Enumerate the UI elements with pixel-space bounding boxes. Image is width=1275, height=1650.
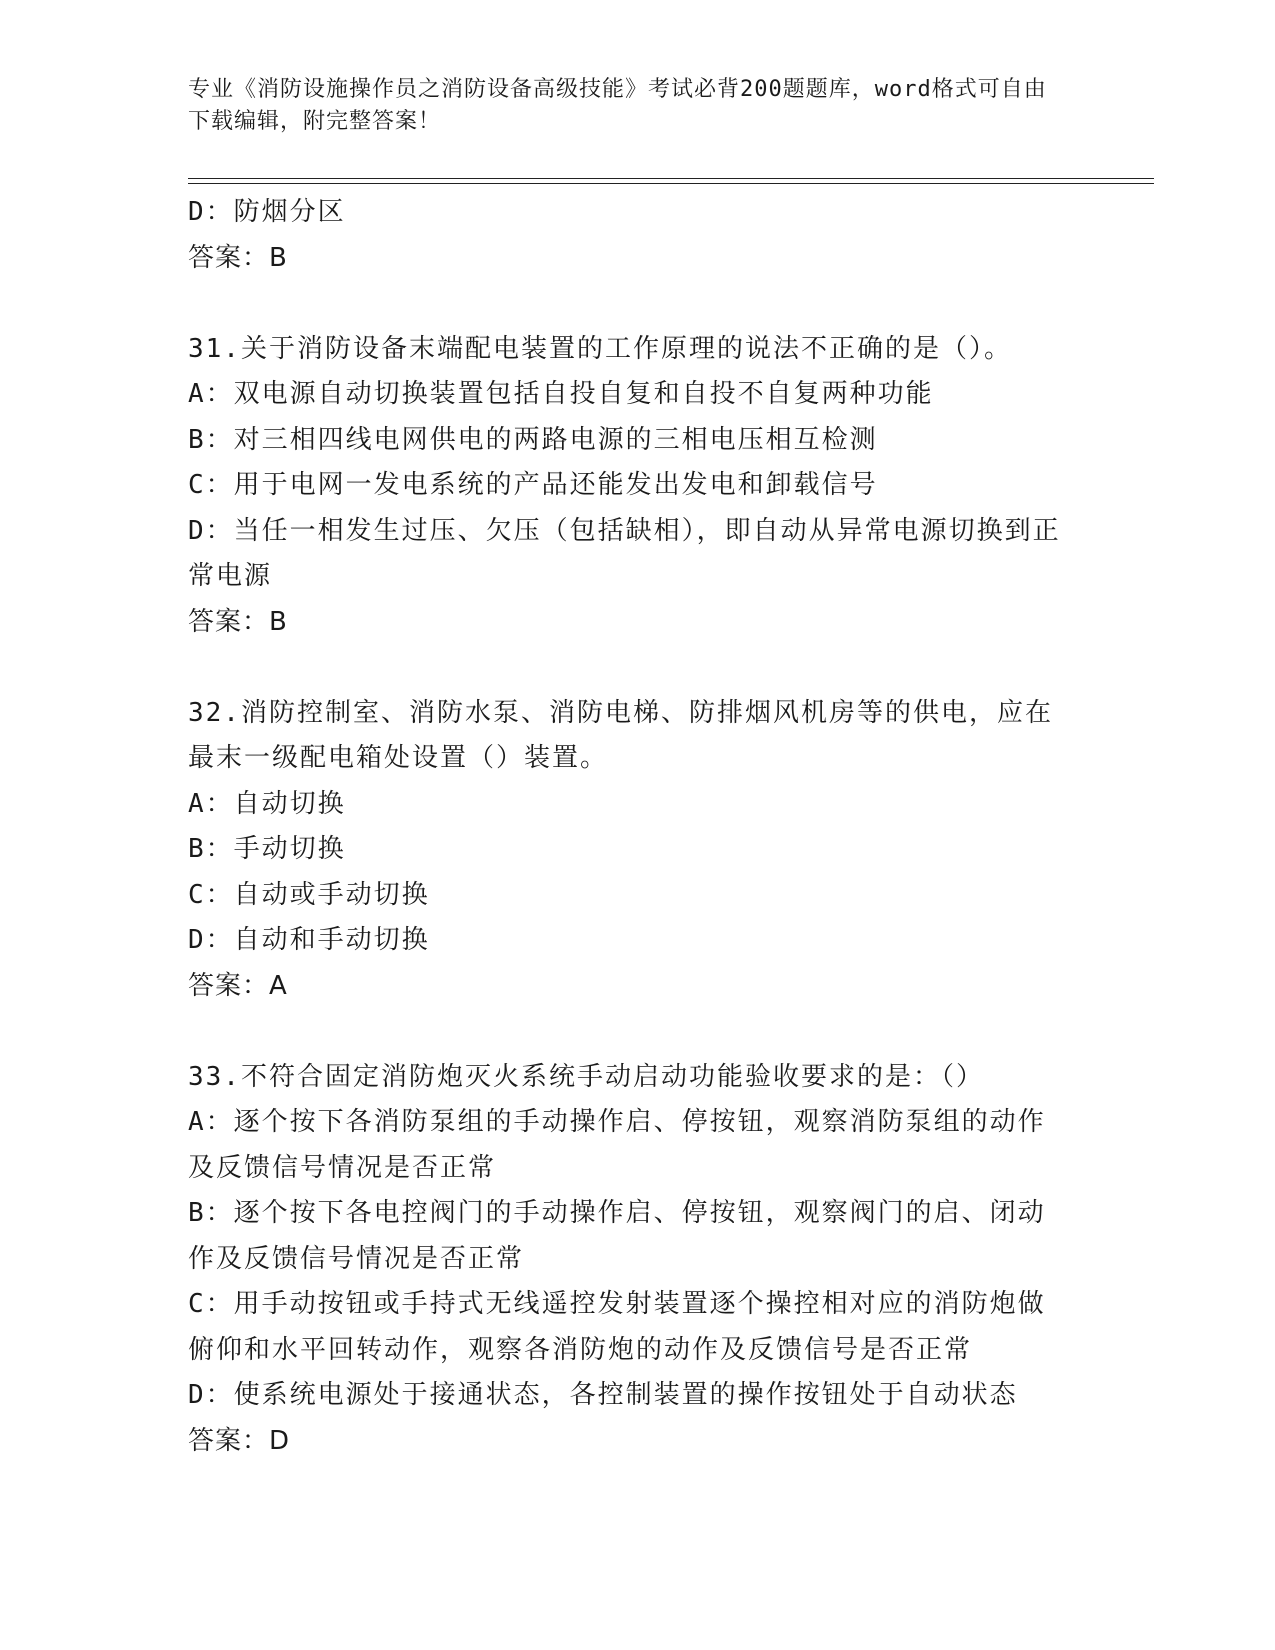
header-rule-bottom [188,183,1154,184]
answer-line: 答案：B [188,606,288,637]
option-c: C：自动或手动切换 [188,879,430,910]
answer-line: 答案：D [188,1425,291,1456]
option-c: C：用手动按钮或手持式无线遥控发射装置逐个操控相对应的消防炮做俯仰和水平回转动作，观察各消防炮的动作及反馈信号是否正常 [188,1289,1046,1365]
header-rule-top [188,178,1154,179]
spacer [188,645,1068,691]
option-c: C：用于电网一发电系统的产品还能发出发电和卸载信号 [188,470,878,500]
header-title: 专业《消防设施操作员之消防设备高级技能》考试必背200题题库，word格式可自由下载编辑，附完整答案！ [188,77,1047,134]
answer-line: 答案：A [188,970,288,1001]
document-header [188,74,1068,138]
question-stem: 31.关于消防设备末端配电装置的工作原理的说法不正确的是（）。 [188,333,1012,364]
option-a: A：自动切换 [188,788,346,819]
spacer [188,1009,1068,1055]
option-d: D：自动和手动切换 [188,925,430,955]
option-b: B：逐个按下各电控阀门的手动操作启、停按钮，观察阀门的启、闭动作及反馈信号情况是否正常 [188,1198,1046,1274]
answer-line: 答案：B [188,242,288,273]
option-d: D：防烟分区 [188,197,346,227]
option-a: A：双电源自动切换装置包括自投自复和自投不自复两种功能 [188,379,934,409]
question-31 [188,327,1068,646]
question-32 [188,691,1068,1010]
option-b: B：手动切换 [188,834,346,864]
question-stem: 33.不符合固定消防炮灭火系统手动启动功能验收要求的是：（） [188,1061,984,1092]
option-b: B：对三相四线电网供电的两路电源的三相电压相互检测 [188,424,878,455]
question-stem: 32.消防控制室、消防水泵、消防电梯、防排烟风机房等的供电，应在最末一级配电箱处设置（）装置。 [188,697,1053,773]
spacer [188,281,1068,327]
option-d: D：当任一相发生过压、欠压（包括缺相），即自动从异常电源切换到正常电源 [188,515,1061,591]
option-a: A：逐个按下各消防泵组的手动操作启、停按钮，观察消防泵组的动作及反馈信号情况是否正常 [188,1107,1046,1183]
document-body [188,190,1068,1464]
option-d: D：使系统电源处于接通状态，各控制装置的操作按钮处于自动状态 [188,1380,1018,1410]
question-33 [188,1055,1068,1465]
